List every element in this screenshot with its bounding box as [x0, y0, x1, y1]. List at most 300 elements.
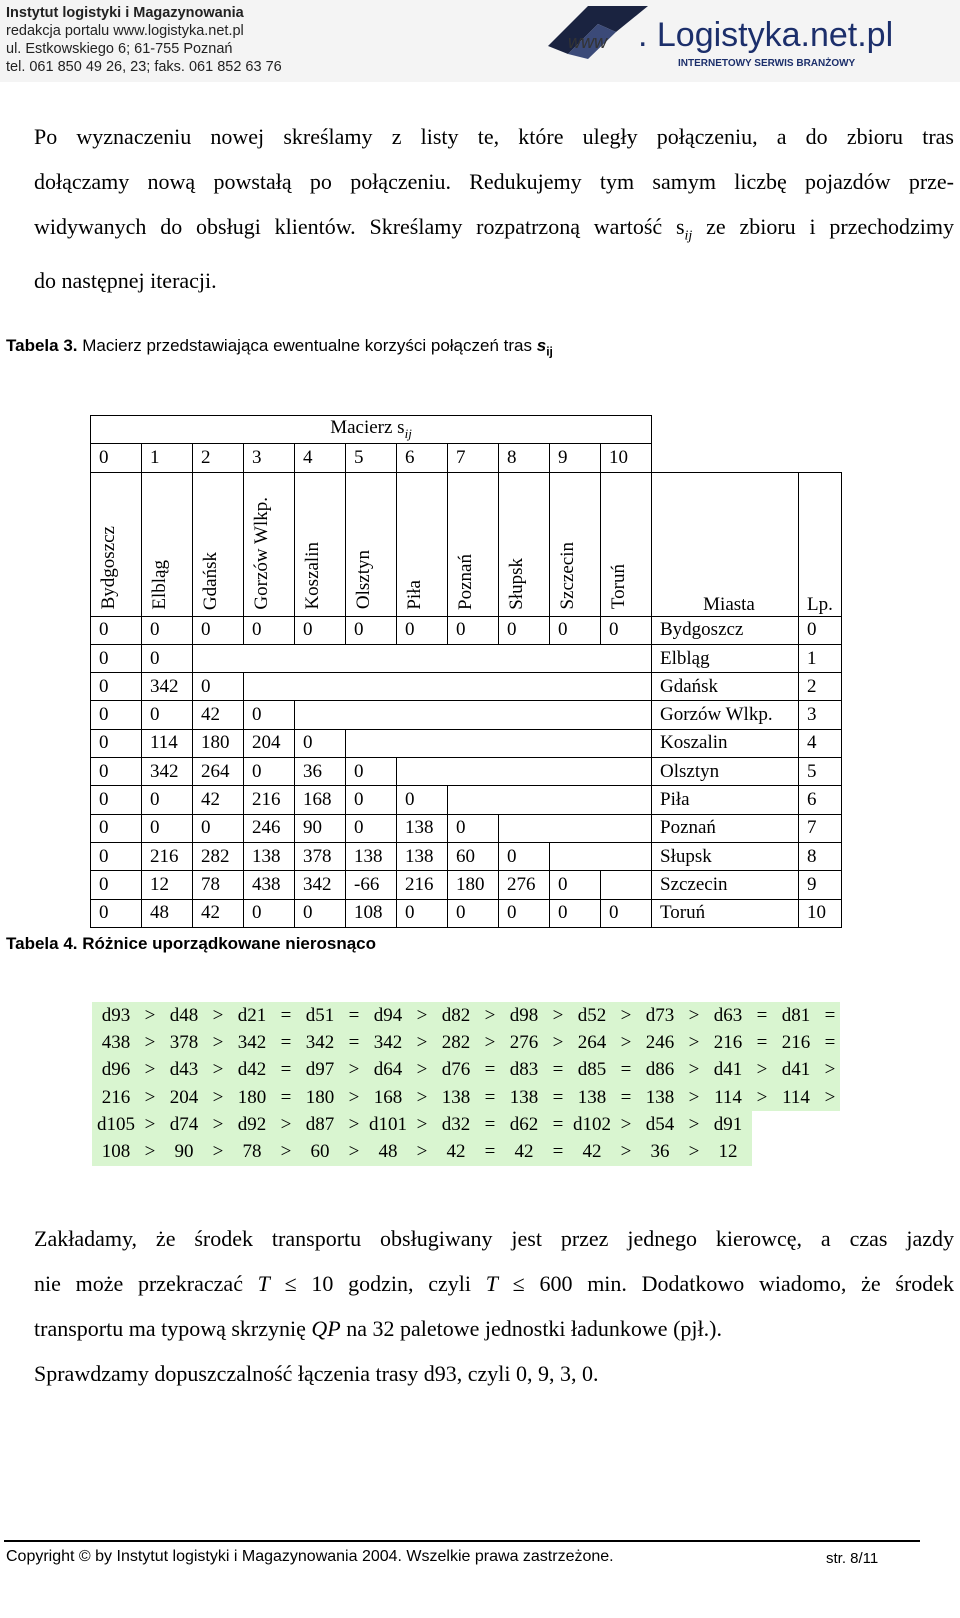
relation-operator: = — [552, 1086, 564, 1108]
matrix-cell: 78 — [193, 871, 244, 899]
matrix-cell: 138 — [244, 842, 295, 870]
difference-cell: 276 — [509, 1031, 539, 1053]
matrix-cell: 0 — [601, 616, 652, 644]
matrix-empty — [550, 842, 652, 870]
relation-operator: > — [620, 1031, 632, 1053]
matrix-row — [91, 871, 842, 899]
row-lp: 3 — [799, 701, 842, 729]
relation-operator: > — [620, 1004, 632, 1026]
relation-operator: = — [280, 1086, 292, 1108]
row-lp: 5 — [799, 758, 842, 786]
relation-operator: > — [416, 1004, 428, 1026]
relation-operator: = — [824, 1031, 836, 1053]
logistyka-logo — [528, 4, 948, 74]
logo-subtitle: INTERNETOWY SERWIS BRANŻOWY — [678, 58, 856, 69]
relation-operator: > — [756, 1059, 768, 1081]
matrix-row — [91, 673, 842, 701]
relation-operator — [752, 1138, 772, 1165]
difference-cell: 90 — [174, 1141, 194, 1163]
differences-row — [92, 1029, 840, 1056]
relation-operator: = — [484, 1059, 496, 1081]
table3-caption: Tabela 3. Macierz przedstawiająca ewentualne korzyści połączeń tras $s_{ij}$ — [6, 336, 553, 359]
relation-operator: > — [484, 1004, 496, 1026]
difference-cell: 342 — [237, 1031, 267, 1053]
difference-cell: 114 — [714, 1086, 742, 1108]
column-city-label: Toruń — [608, 564, 629, 610]
relation-operator: > — [144, 1031, 156, 1053]
matrix-row — [91, 644, 842, 672]
column-city-label: Bydgoszcz — [98, 526, 119, 610]
column-number: 1 — [142, 444, 193, 472]
matrix-cell: 0 — [244, 616, 295, 644]
difference-cell: 180 — [305, 1086, 335, 1108]
matrix-empty — [448, 786, 652, 814]
difference-cell: 180 — [237, 1086, 267, 1108]
relation-operator: > — [280, 1113, 292, 1135]
difference-cell: d102 — [573, 1113, 611, 1135]
relation-operator: > — [144, 1086, 156, 1108]
difference-cell: 282 — [441, 1031, 471, 1053]
difference-cell: 138 — [509, 1086, 539, 1108]
matrix-cell: 216 — [397, 871, 448, 899]
row-city: Piła — [652, 786, 799, 814]
relation-operator: > — [416, 1141, 428, 1163]
matrix-cell: 180 — [193, 729, 244, 757]
matrix-cell: 0 — [346, 616, 397, 644]
difference-cell: d82 — [441, 1004, 471, 1026]
difference-cell: d42 — [237, 1059, 267, 1081]
row-city: Olsztyn — [652, 758, 799, 786]
row-lp: 10 — [799, 899, 842, 927]
matrix-cell: 0 — [91, 758, 142, 786]
copyright-notice: Copyright © by Instytut logistyki i Magazynowania 2004. Wszelkie prawa zastrzeżone. — [6, 1548, 614, 1565]
column-number-row — [91, 444, 842, 472]
difference-cell: d74 — [169, 1113, 199, 1135]
matrix-cell: 0 — [142, 786, 193, 814]
relation-operator: = — [280, 1031, 292, 1053]
matrix-cell: 0 — [346, 786, 397, 814]
difference-cell: 42 — [446, 1141, 466, 1163]
column-number: 6 — [397, 444, 448, 472]
matrix-cell: 60 — [448, 842, 499, 870]
relation-operator — [752, 1111, 772, 1138]
difference-cell: 48 — [378, 1141, 398, 1163]
matrix-cell: 0 — [91, 786, 142, 814]
difference-cell: 342 — [305, 1031, 335, 1053]
column-city-label: Gorzów Wlkp. — [251, 497, 272, 610]
relation-operator: = — [280, 1059, 292, 1081]
conditions-line-2: nie może przekraczać T ≤ 10 godzin, czyli T ≤ 600 min. Dodatkowo wiadomo, że środek — [34, 1271, 954, 1296]
matrix-cell: 342 — [295, 871, 346, 899]
row-city: Koszalin — [652, 729, 799, 757]
difference-cell: d98 — [509, 1004, 539, 1026]
matrix-cell: 0 — [91, 673, 142, 701]
matrix-cell: 0 — [448, 814, 499, 842]
relation-operator: = — [756, 1004, 768, 1026]
matrix-title: Macierz $s_{ij}$ — [91, 416, 652, 444]
relation-operator: = — [484, 1086, 496, 1108]
matrix-cell: 0 — [499, 899, 550, 927]
row-lp: 9 — [799, 871, 842, 899]
matrix-cell: 42 — [193, 899, 244, 927]
matrix-cell: 0 — [244, 758, 295, 786]
difference-cell: d32 — [441, 1113, 471, 1135]
differences-row — [92, 1057, 840, 1084]
matrix-cell: 0 — [295, 729, 346, 757]
relation-operator: = — [552, 1113, 564, 1135]
intro-line-3: widywanych do obsługi klientów. Skreślamy rozpatrzoną wartość $s_{ij}$ ze zbioru i przechodzimy — [34, 214, 954, 244]
row-lp: 2 — [799, 673, 842, 701]
matrix-cell: 0 — [91, 871, 142, 899]
relation-operator: > — [416, 1086, 428, 1108]
relation-operator: > — [348, 1141, 360, 1163]
column-number: 7 — [448, 444, 499, 472]
footer-divider — [4, 1540, 920, 1542]
intro-line-4: do następnej iteracji. — [34, 268, 217, 294]
relation-operator: > — [824, 1059, 836, 1081]
row-city: Gdańsk — [652, 673, 799, 701]
matrix-empty — [499, 814, 652, 842]
matrix-cell: 0 — [193, 673, 244, 701]
matrix-cell: 342 — [142, 758, 193, 786]
difference-cell: d41 — [781, 1059, 811, 1081]
differences-row — [92, 1002, 840, 1029]
relation-operator: > — [688, 1113, 700, 1135]
institute-info — [6, 4, 282, 76]
matrix-cell: 0 — [295, 899, 346, 927]
matrix-cell: 42 — [193, 701, 244, 729]
difference-cell: d73 — [645, 1004, 675, 1026]
matrix-row — [91, 701, 842, 729]
difference-cell: 78 — [242, 1141, 262, 1163]
difference-cell: d91 — [713, 1113, 743, 1135]
matrix-cell: 0 — [142, 644, 193, 672]
matrix-empty — [601, 871, 652, 899]
difference-cell: d101 — [369, 1113, 407, 1135]
difference-cell: 378 — [169, 1031, 199, 1053]
difference-cell: d62 — [509, 1113, 539, 1135]
matrix-cell: 282 — [193, 842, 244, 870]
column-number: 8 — [499, 444, 550, 472]
relation-operator: > — [416, 1031, 428, 1053]
column-city-label: Olsztyn — [353, 550, 374, 610]
differences-row — [92, 1084, 840, 1111]
matrix-cell: 378 — [295, 842, 346, 870]
difference-cell: 204 — [169, 1086, 199, 1108]
difference-cell: 246 — [645, 1031, 675, 1053]
row-city: Bydgoszcz — [652, 616, 799, 644]
matrix-empty — [244, 673, 652, 701]
matrix-cell: 0 — [397, 616, 448, 644]
matrix-cell: 0 — [91, 701, 142, 729]
difference-cell — [772, 1138, 820, 1165]
matrix-empty — [295, 701, 652, 729]
difference-cell: d54 — [645, 1113, 675, 1135]
difference-cell: d81 — [781, 1004, 811, 1026]
relation-operator: > — [212, 1031, 224, 1053]
matrix-cell: 0 — [91, 644, 142, 672]
row-city: Elbląg — [652, 644, 799, 672]
editorial-address: redakcja portalu www.logistyka.net.pl — [6, 23, 244, 39]
matrix-cell: 0 — [397, 899, 448, 927]
conditions-line-3: transportu ma typową skrzynię QP na 32 paletowe jednostki ładunkowe (pjł.). — [34, 1316, 722, 1341]
matrix-cell: 36 — [295, 758, 346, 786]
difference-cell: d92 — [237, 1113, 267, 1135]
relation-operator: > — [824, 1086, 836, 1108]
row-lp: 6 — [799, 786, 842, 814]
column-number: 9 — [550, 444, 601, 472]
differences-row — [92, 1111, 840, 1138]
relation-operator: > — [144, 1141, 156, 1163]
difference-cell: 138 — [645, 1086, 675, 1108]
matrix-row — [91, 899, 842, 927]
relation-operator: > — [620, 1141, 632, 1163]
difference-cell: d96 — [101, 1059, 131, 1081]
relation-operator: > — [552, 1004, 564, 1026]
svg-text:. Logistyka.net.pl: . Logistyka.net.pl — [638, 16, 894, 54]
column-city-row — [91, 472, 842, 616]
column-city-label: Piła — [404, 580, 425, 610]
column-number: 5 — [346, 444, 397, 472]
relation-operator: = — [620, 1086, 632, 1108]
relation-operator: = — [484, 1141, 496, 1163]
row-city: Toruń — [652, 899, 799, 927]
difference-cell: d93 — [101, 1004, 131, 1026]
relation-operator: > — [212, 1059, 224, 1081]
relation-operator: > — [552, 1031, 564, 1053]
matrix-cell: 264 — [193, 758, 244, 786]
matrix-cell: 0 — [448, 616, 499, 644]
difference-cell: d43 — [169, 1059, 199, 1081]
matrix-cell: 0 — [142, 616, 193, 644]
matrix-cell: 0 — [550, 616, 601, 644]
row-lp: 0 — [799, 616, 842, 644]
phone-fax: tel. 061 850 49 26, 23; faks. 061 852 63 76 — [6, 59, 282, 75]
matrix-cell: 204 — [244, 729, 295, 757]
matrix-row — [91, 758, 842, 786]
difference-cell: 12 — [718, 1141, 738, 1163]
difference-cell: 36 — [650, 1141, 670, 1163]
matrix-cell: 42 — [193, 786, 244, 814]
relation-operator: > — [620, 1113, 632, 1135]
intro-line-1: Po wyznaczeniu nowej skreślamy z listy te, które uległy połączeniu, a do zbioru tras — [34, 124, 954, 149]
matrix-cell: 0 — [499, 616, 550, 644]
relation-operator: > — [280, 1141, 292, 1163]
matrix-cell: 114 — [142, 729, 193, 757]
difference-cell: 114 — [782, 1086, 810, 1108]
matrix-cell: 12 — [142, 871, 193, 899]
matrix-cell: 0 — [91, 842, 142, 870]
column-city-label: Poznań — [455, 553, 476, 610]
relation-operator: = — [552, 1141, 564, 1163]
relation-operator: > — [144, 1004, 156, 1026]
street-address: ul. Estkowskiego 6; 61-755 Poznań — [6, 41, 233, 57]
difference-cell: 60 — [310, 1141, 330, 1163]
difference-cell: d76 — [441, 1059, 471, 1081]
table4-caption: Tabela 4. Różnice uporządkowane nierosnąco — [6, 934, 377, 953]
matrix-cell: 168 — [295, 786, 346, 814]
difference-cell: d64 — [373, 1059, 403, 1081]
differences-table — [92, 1002, 840, 1166]
column-city-label: Gdańsk — [200, 551, 221, 610]
relation-operator: > — [212, 1113, 224, 1135]
matrix-cell: 0 — [91, 729, 142, 757]
svg-text:www: www — [568, 32, 607, 52]
matrix-cell: 438 — [244, 871, 295, 899]
difference-cell: d86 — [645, 1059, 675, 1081]
row-lp: 4 — [799, 729, 842, 757]
relation-operator: = — [484, 1113, 496, 1135]
matrix-cell: 138 — [346, 842, 397, 870]
relation-operator: = — [824, 1004, 836, 1026]
difference-cell: d48 — [169, 1004, 199, 1026]
matrix-cell: 0 — [397, 786, 448, 814]
row-city: Słupsk — [652, 842, 799, 870]
difference-cell: d21 — [237, 1004, 267, 1026]
relation-operator — [820, 1138, 840, 1165]
column-number: 3 — [244, 444, 295, 472]
difference-cell: 42 — [582, 1141, 602, 1163]
matrix-cell: 0 — [142, 701, 193, 729]
matrix-cell: 90 — [295, 814, 346, 842]
relation-operator: > — [688, 1031, 700, 1053]
matrix-cell: 48 — [142, 899, 193, 927]
relation-operator: > — [212, 1004, 224, 1026]
matrix-empty — [193, 644, 652, 672]
matrix-cell: 0 — [193, 814, 244, 842]
matrix-cell: 0 — [91, 616, 142, 644]
relation-operator: > — [212, 1141, 224, 1163]
column-city-label: Elbląg — [149, 559, 170, 610]
difference-cell: d52 — [577, 1004, 607, 1026]
relation-operator: > — [688, 1141, 700, 1163]
difference-cell: d105 — [97, 1113, 135, 1135]
matrix-cell: 180 — [448, 871, 499, 899]
relation-operator: = — [348, 1031, 360, 1053]
difference-cell: 42 — [514, 1141, 534, 1163]
column-number: 10 — [601, 444, 652, 472]
lp-header: Lp. — [799, 472, 842, 616]
difference-cell: d41 — [713, 1059, 743, 1081]
row-city: Poznań — [652, 814, 799, 842]
relation-operator: = — [756, 1031, 768, 1053]
difference-cell: 168 — [373, 1086, 403, 1108]
row-lp: 8 — [799, 842, 842, 870]
difference-cell: 264 — [577, 1031, 607, 1053]
column-number: 0 — [91, 444, 142, 472]
matrix-cell: 0 — [91, 899, 142, 927]
matrix-empty — [346, 729, 652, 757]
matrix-row — [91, 616, 842, 644]
matrix-cell: 0 — [499, 842, 550, 870]
matrix-cell: 216 — [142, 842, 193, 870]
matrix-cell: 0 — [601, 899, 652, 927]
difference-cell: d94 — [373, 1004, 403, 1026]
matrix-cell: 0 — [448, 899, 499, 927]
matrix-cell: 246 — [244, 814, 295, 842]
matrix-cell: 216 — [244, 786, 295, 814]
relation-operator: > — [688, 1086, 700, 1108]
column-city-label: Koszalin — [302, 542, 323, 610]
relation-operator: > — [688, 1004, 700, 1026]
relation-operator: > — [416, 1113, 428, 1135]
matrix-row — [91, 729, 842, 757]
relation-operator: > — [212, 1086, 224, 1108]
matrix-cell: 138 — [397, 814, 448, 842]
matrix-cell: 276 — [499, 871, 550, 899]
difference-cell: 108 — [101, 1141, 131, 1163]
difference-cell: d87 — [305, 1113, 335, 1135]
matrix-cell: 0 — [142, 814, 193, 842]
relation-operator: > — [144, 1113, 156, 1135]
relation-operator: > — [688, 1059, 700, 1081]
matrix-cell: 0 — [346, 814, 397, 842]
matrix-cell: -66 — [346, 871, 397, 899]
intro-paragraph — [34, 114, 954, 303]
column-city-label: Słupsk — [506, 557, 527, 610]
matrix-cell: 342 — [142, 673, 193, 701]
column-number: 2 — [193, 444, 244, 472]
difference-cell: 438 — [101, 1031, 131, 1053]
difference-cell: 216 — [713, 1031, 743, 1053]
relation-operator: > — [144, 1059, 156, 1081]
column-city-label: Szczecin — [557, 542, 578, 610]
matrix-row — [91, 842, 842, 870]
page-number: str. 8/11 — [826, 1550, 879, 1567]
matrix-cell: 0 — [295, 616, 346, 644]
matrix-cell: 0 — [244, 701, 295, 729]
matrix-row — [91, 814, 842, 842]
relation-operator: = — [552, 1059, 564, 1081]
difference-cell: 216 — [101, 1086, 131, 1108]
difference-cell — [772, 1111, 820, 1138]
conditions-line-1: Zakładamy, że środek transportu obsługiwany jest przez jednego kierowcę, a czas jazdy — [34, 1226, 954, 1251]
miasta-header: Miasta — [652, 472, 799, 616]
row-city: Szczecin — [652, 871, 799, 899]
relation-operator: = — [280, 1004, 292, 1026]
relation-operator: > — [348, 1086, 360, 1108]
matrix-cell: 0 — [91, 814, 142, 842]
matrix-cell: 0 — [550, 899, 601, 927]
relation-operator: > — [416, 1059, 428, 1081]
matrix-cell: 108 — [346, 899, 397, 927]
difference-cell: 216 — [781, 1031, 811, 1053]
intro-line-2: dołączamy nową powstałą po połączeniu. Redukujemy tym samym liczbę pojazdów prze- — [34, 169, 954, 194]
relation-operator: > — [348, 1113, 360, 1135]
relation-operator: > — [756, 1086, 768, 1108]
row-city: Gorzów Wlkp. — [652, 701, 799, 729]
difference-cell: d83 — [509, 1059, 539, 1081]
matrix-cell: 0 — [550, 871, 601, 899]
differences-row — [92, 1138, 840, 1165]
difference-cell: 138 — [577, 1086, 607, 1108]
difference-cell: d51 — [305, 1004, 335, 1026]
difference-cell: 342 — [373, 1031, 403, 1053]
conditions-paragraph — [34, 1216, 954, 1396]
matrix-empty — [397, 758, 652, 786]
relation-operator — [820, 1111, 840, 1138]
matrix-cell: 0 — [193, 616, 244, 644]
relation-operator: = — [348, 1004, 360, 1026]
relation-operator: > — [348, 1059, 360, 1081]
relation-operator: > — [484, 1031, 496, 1053]
matrix-row — [91, 786, 842, 814]
difference-cell: d85 — [577, 1059, 607, 1081]
row-lp: 7 — [799, 814, 842, 842]
column-number: 4 — [295, 444, 346, 472]
difference-cell: d97 — [305, 1059, 335, 1081]
institute-name: Instytut logistyki i Magazynowania — [6, 5, 244, 21]
